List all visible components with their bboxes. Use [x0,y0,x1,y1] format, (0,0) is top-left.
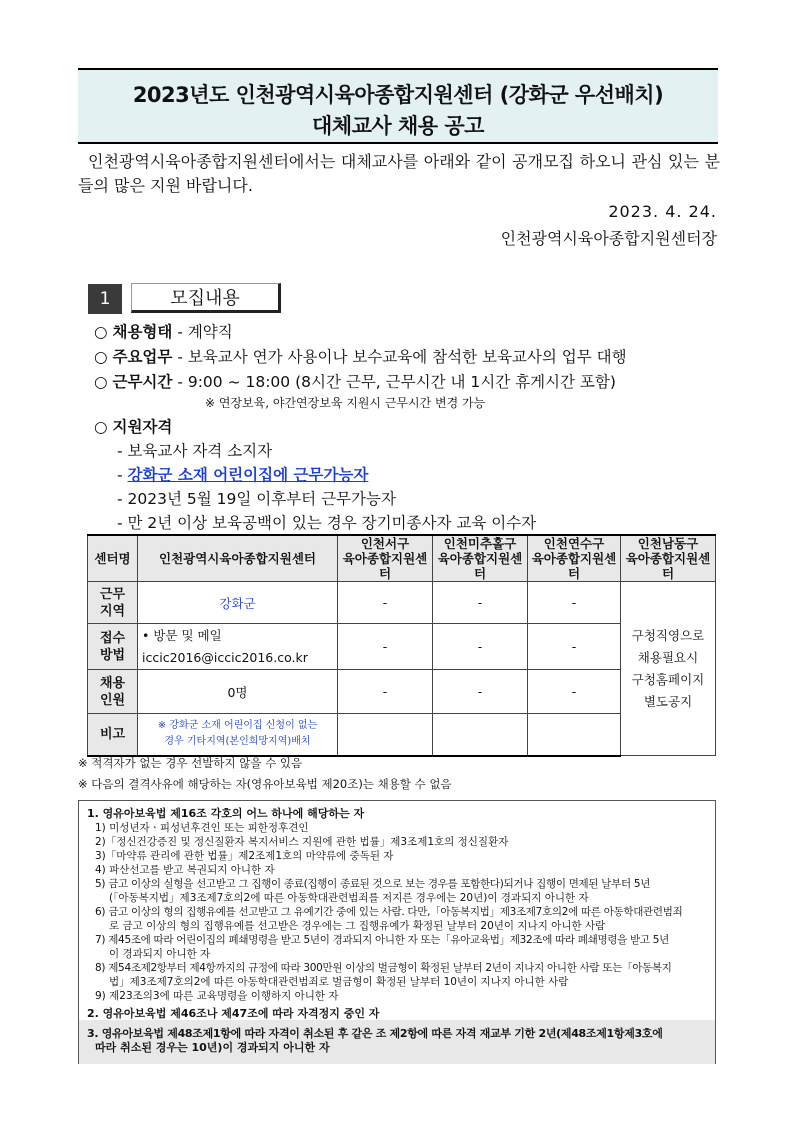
disq-item: 7) 제45조에 따라 어린이집의 폐쇄명령을 받고 5년이 경과되지 아니한 자 또는「유아교육법」제32조에 따라 폐쇄명령을 받고 5년 [95,934,670,946]
row-label: 근무 지역 [88,582,138,624]
location-cell: 강화군 [138,582,338,624]
table-cell: - [338,670,433,714]
disq-item-cont: (「아동복지법」제3조제7호의2에 따른 아동학대관련범죄를 저지른 경우에는 20년)이 경과되지 아니한 자 [109,892,589,904]
disq-item: 4) 파산선고를 받고 복권되지 아니한 자 [95,864,275,876]
table-header: 센터명 [88,535,138,582]
disq-heading: 3. 영유아보육법 제48조제1항에 따라 자격이 취소된 후 같은 조 제2항에 따른 자격 재교부 기한 2년(제48조제1항제3호에 [87,1027,663,1040]
disq-item-cont: 이 경과되지 아니한 자 [109,948,211,960]
duty-value: - 보육교사 연가 사용이나 보수교육에 참석한 보육교사의 업무 대행 [177,348,627,366]
page-title: 2023년도 인천광역시육아종합지원센터 (강화군 우선배치) [132,83,664,107]
circle-bullet-icon: ○ [94,348,108,366]
table-cell: - [528,670,621,714]
disq-item: 9) 제23조의3에 따른 교육명령을 이행하지 아니한 자 [95,990,339,1002]
table-header: 인천서구 육아종합지원센터 [338,535,433,582]
circle-bullet-icon: ○ [94,373,108,391]
employment-label: 채용형태 [112,323,173,341]
table-cell: - [433,624,528,670]
employment-value: - 계약직 [177,323,233,341]
title-banner [78,68,718,144]
method-bullet: • 방문 및 메일 [142,627,222,643]
announcement-date: 2023. 4. 24. [608,202,717,221]
section-number: 1 [88,284,122,314]
hours-line [94,370,616,392]
circle-bullet-icon: ○ [94,418,108,436]
disq-heading: 1. 영유아보육법 제16조 각호의 어느 하나에 해당하는 자 [87,807,365,820]
table-header-row [88,535,716,582]
row-label: 채용 인원 [88,670,138,714]
disq-heading: 2. 영유아보육법 제46조나 제47조에 따라 자격정지 중인 자 [87,1007,380,1020]
method-cell [138,624,338,670]
circle-bullet-icon: ○ [94,323,108,341]
note: ※ 다음의 결격사유에 해당하는 자(영유아보육법 제20조)는 채용할 수 없음 [78,777,452,791]
table-cell: - [338,582,433,624]
table-cell [433,714,528,756]
intro-text: 인천광역시육아종합지원센터에서는 대체교사를 아래와 같이 공개모집 하오니 관심 있는 분들의 많은 지원 바랍니다. [78,152,720,195]
table-cell: - [338,624,433,670]
disq-item: 2)「정신건강증진 및 정신질환자 복지서비스 지원에 관한 법률」제3조제1호의 정신질환자 [95,836,509,848]
table-header: 인천연수구 육아종합지원센터 [528,535,621,582]
employment-type-line [94,320,233,342]
qualification-item: - 만 2년 이상 보육공백이 있는 경우 장기미종사자 교육 이수자 [117,514,537,532]
table-header: 인천미추홀구 육아종합지원센터 [433,535,528,582]
disq-item: 6) 금고 이상의 형의 집행유예를 선고받고 그 유예기간 중에 있는 사람. 다만,「아동복지법」제3조제7호의2에 따른 아동학대관련범죄 [95,906,683,918]
disq-item-cont: 로 금고 이상의 형의 집행유예를 선고받은 경우에는 그 집행유예가 확정된 날부터 20년이 지나지 아니한 사람 [109,920,606,932]
disq-item-cont: 법」제3조제7호의2에 따른 아동학대관련범죄로 벌금형이 확정된 날부터 10년이 지나지 아니한 사람 [109,976,569,988]
issuer: 인천광역시육아종합지원센터장 [500,229,717,248]
note: ※ 적격자가 없는 경우 선발하지 않을 수 있음 [78,756,303,770]
table-header: 인천남동구 육아종합지원센터 [621,535,716,582]
qualification-item: - 보육교사 자격 소지자 [117,442,273,460]
table-cell: - [433,582,528,624]
row-label: 비고 [88,714,138,756]
qualification-item: - 2023년 5월 19일 이후부터 근무가능자 [117,490,396,508]
table-row [88,582,716,624]
duty-label: 주요업무 [112,348,173,366]
page-subtitle: 대체교사 채용 공고 [312,114,484,138]
disq-item: 1) 미성년자ㆍ피성년후견인 또는 피한정후견인 [95,822,309,834]
gangwha-link[interactable]: 강화군 소재 어린이집에 근무가능자 [127,466,369,484]
method-email[interactable]: iccic2016@iccic2016.co.kr [142,649,308,665]
table-cell: - [528,624,621,670]
table-cell [528,714,621,756]
table-header: 인천광역시육아종합지원센터 [138,535,338,582]
disq-heading-cont: 따라 취소된 경우는 10년)이 경과되지 아니한 자 [95,1041,330,1054]
row-label: 접수 방법 [88,624,138,670]
duty-line [94,345,627,367]
namdong-note-cell: 구청직영으로 채용필요시 구청홈페이지 별도공지 [621,582,716,756]
hours-value: - 9:00 ~ 18:00 (8시간 근무, 근무시간 내 1시간 휴게시간 포함) [177,373,616,391]
section-title: 모집내용 [131,283,281,313]
hours-note: ※ 연장보육, 야간연장보육 지원시 근무시간 변경 가능 [205,396,486,410]
hours-label: 근무시간 [112,373,173,391]
qualification-label: 지원자격 [112,418,173,436]
table-cell: - [528,582,621,624]
hires-cell: 0명 [138,670,338,714]
remark-cell: ※ 강화군 소재 어린이집 신청이 없는 경우 기타지역(본인희망지역)배치 [138,714,338,756]
table-cell [338,714,433,756]
qualification-line [94,415,172,437]
recruitment-table [87,534,716,757]
disq-item: 8) 제54조제2항부터 제4항까지의 규정에 따라 300만원 이상의 벌금형이 확정된 날부터 2년이 지나지 아니한 사람 또는「아동복지 [95,962,672,974]
disq-item: 3)「마약류 관리에 관한 법률」제2조제1호의 마약류에 중독된 자 [95,850,394,862]
qualification-item: - 강화군 소재 어린이집에 근무가능자 [117,466,369,484]
disqualification-box [78,800,716,1064]
table-cell: - [433,670,528,714]
disq-item: 5) 금고 이상의 실형을 선고받고 그 집행이 종료(집행이 종료된 것으로 보는 경우를 포함한다)되거나 집행이 면제된 날부터 5년 [95,878,651,890]
